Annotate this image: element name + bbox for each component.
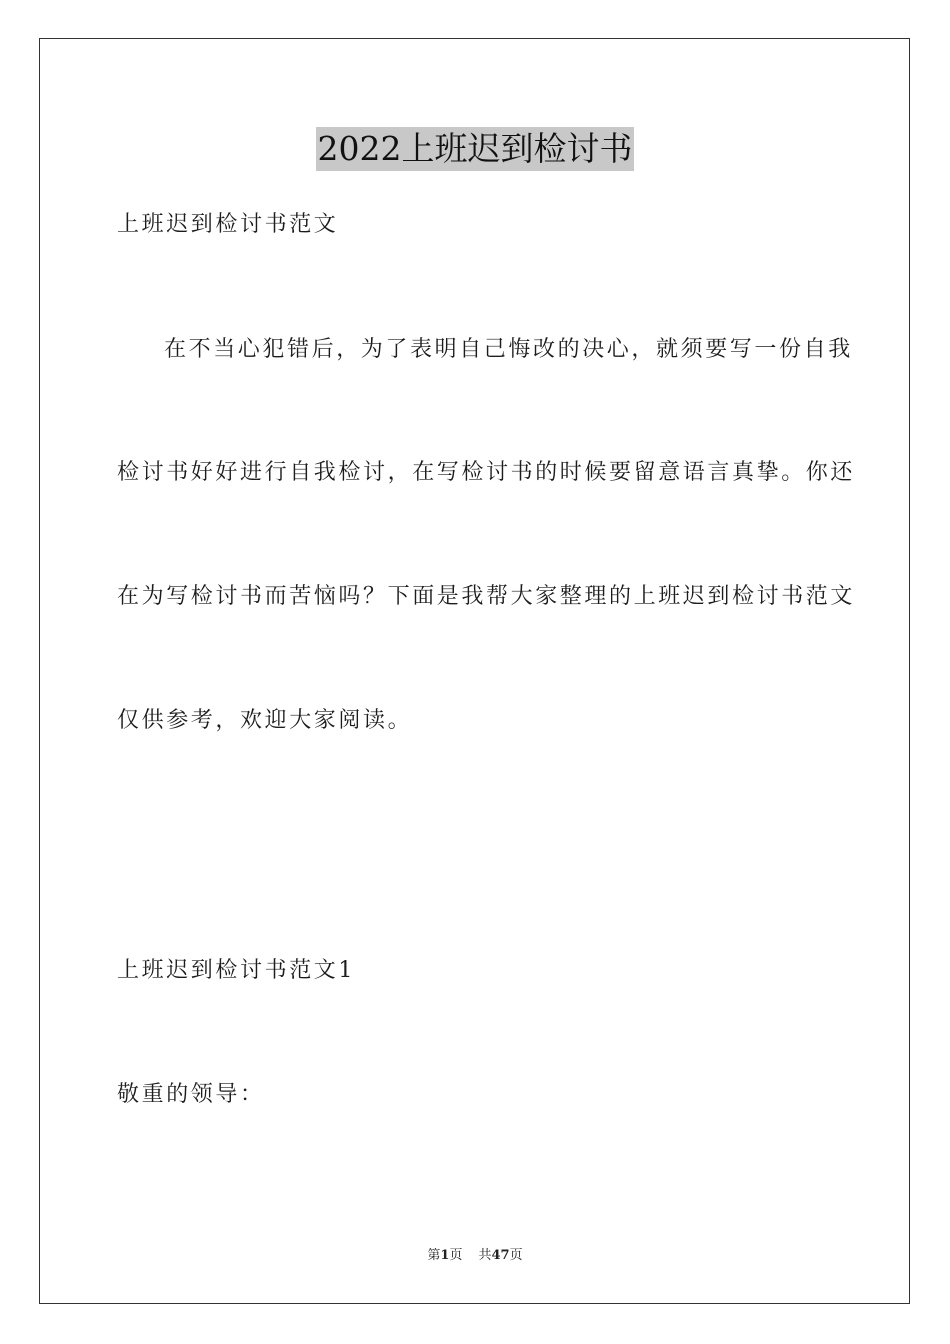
- footer-total-prefix: 共: [478, 1248, 492, 1263]
- intro-line-4: 仅供参考，欢迎大家阅读。: [117, 708, 413, 733]
- document-subtitle: 上班迟到检讨书范文: [117, 212, 339, 237]
- intro-line-3: 在为写检讨书而苦恼吗？下面是我帮大家整理的上班迟到检讨书范文: [117, 584, 856, 609]
- footer-page-suffix: 页: [449, 1248, 463, 1263]
- footer-page-number: 1: [440, 1248, 450, 1263]
- intro-line-1: 在不当心犯错后，为了表明自己悔改的决心，就须要写一份自我: [164, 337, 853, 362]
- document-title: 2022上班迟到检讨书: [316, 127, 635, 171]
- footer-page-prefix: 第: [427, 1248, 441, 1263]
- salutation: 敬重的领导：: [117, 1082, 265, 1107]
- footer-total-suffix: 页: [509, 1248, 523, 1263]
- footer-total-pages: 47: [491, 1248, 510, 1263]
- page-footer: [0, 1247, 950, 1265]
- section-heading: 上班迟到检讨书范文1: [117, 958, 355, 983]
- title-container: [0, 127, 950, 171]
- intro-line-2: 检讨书好好进行自我检讨，在写检讨书的时候要留意语言真挚。你还: [117, 460, 856, 485]
